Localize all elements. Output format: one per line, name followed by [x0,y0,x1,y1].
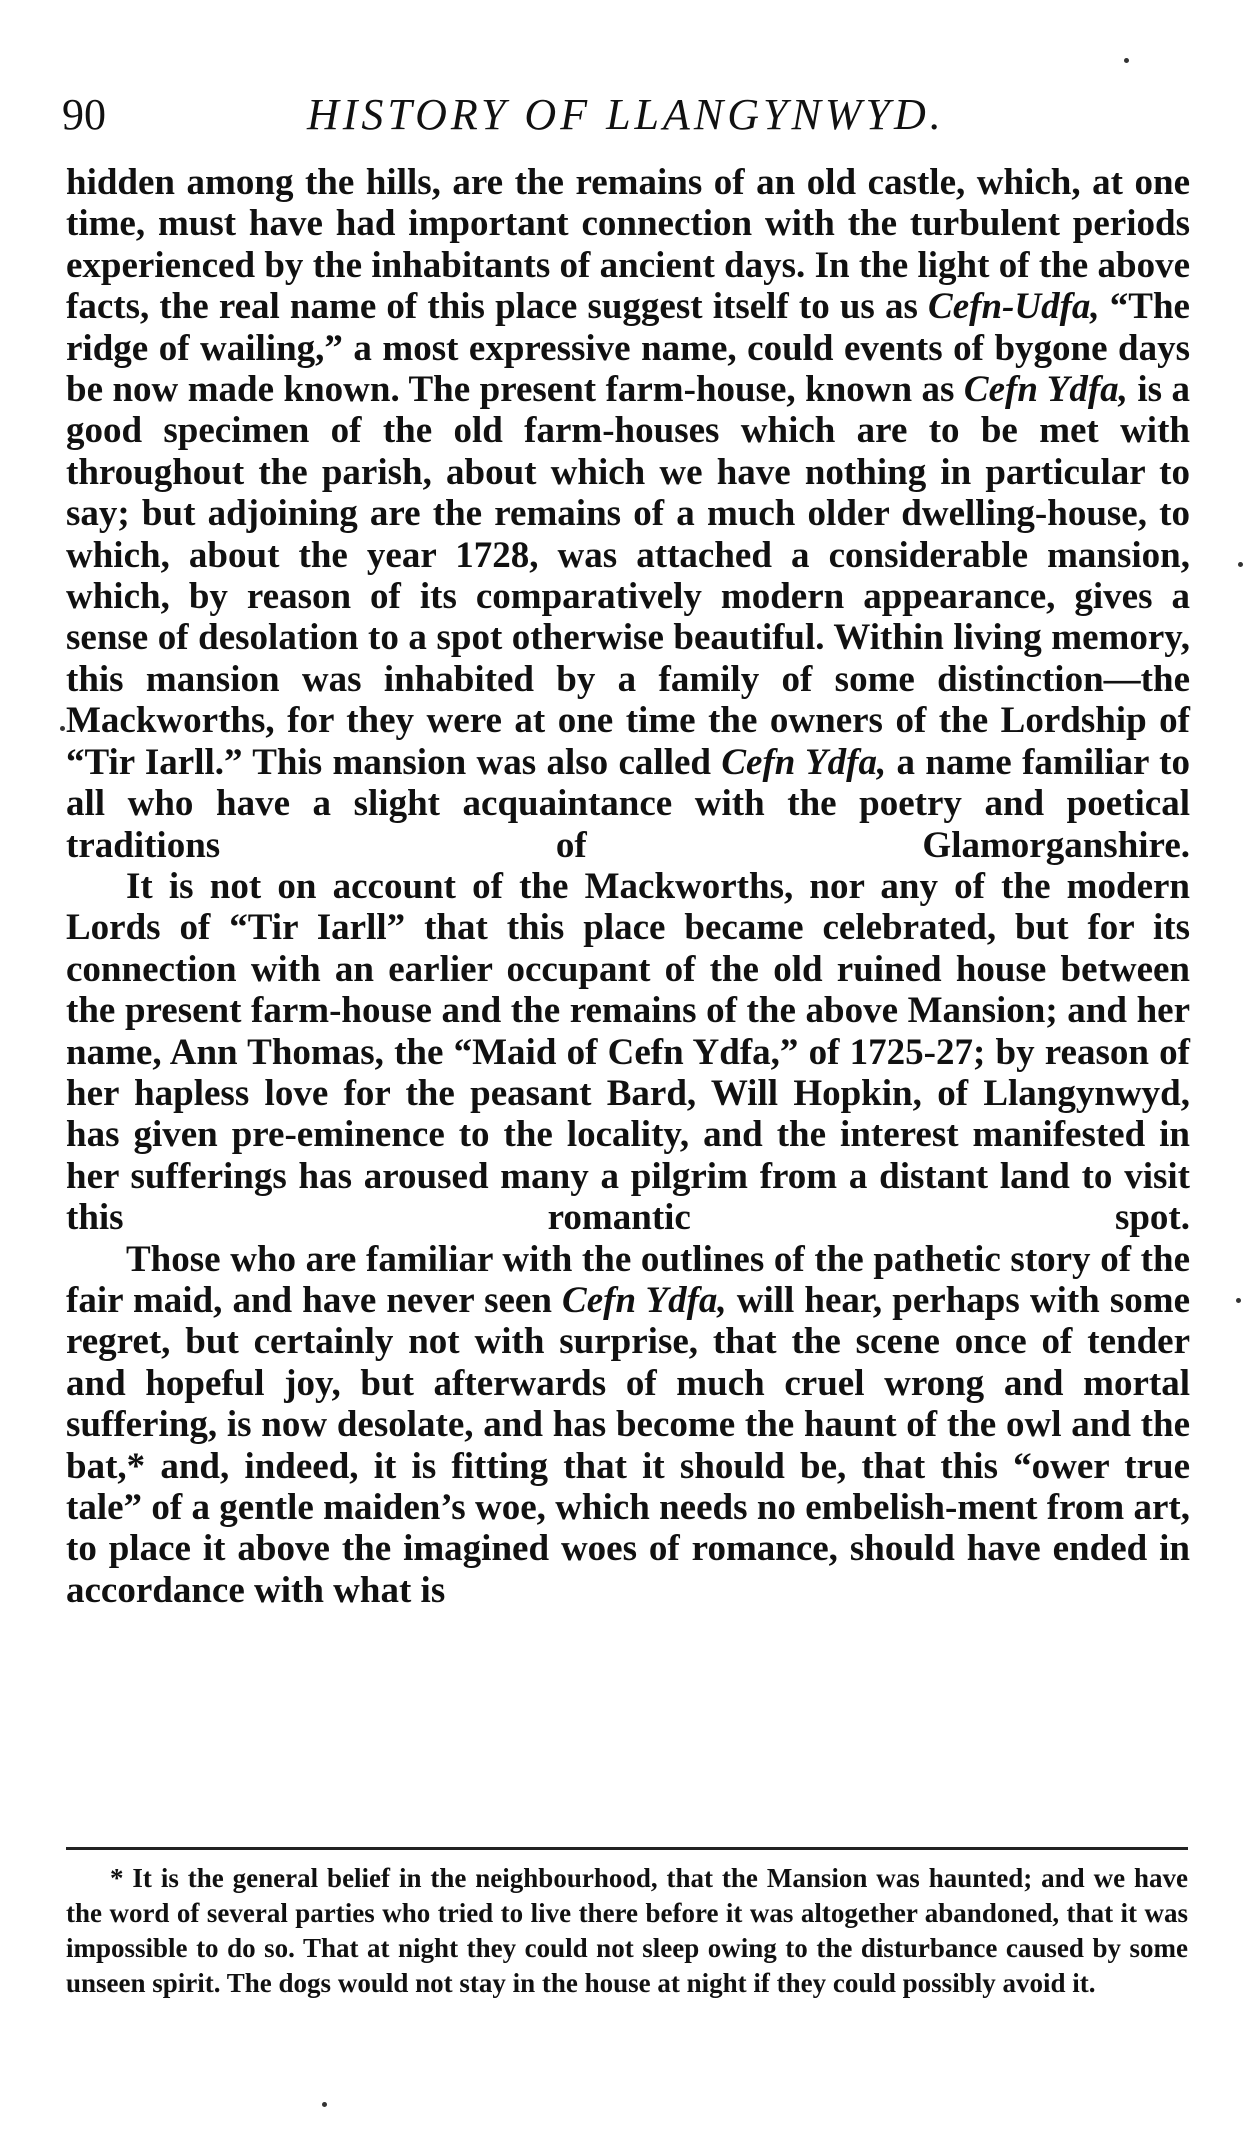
body-text [66,162,1190,1611]
paragraph-2-text: It is not on account of the Mackworths, nor any of the modern Lords of “Tir Iarll” that this place became celebrated, but for its connection with an earlier occupant of the old ruined house between the present farm-house and the remains of the above Mansion; and her name, Ann Thomas, the “Maid of Cefn Ydfa,” of 1725-27; by reason of her hapless love for the peasant Bard, Will Hopkin, of Llangynwyd, has given pre-eminence to the locality, and the interest manifested in her sufferings has aroused many a pilgrim from a distant land to visit this romantic spot. [66,865,1190,1239]
paragraph-3-text-a: Those who are familiar with the outlines of the pathetic story of the fair maid, and have never seen [66,1238,1190,1321]
paragraph-1-text-d: a name familiar to all who have a slight acquaintance with the poetry and poetical traditions of Glamorganshire. [66,741,1190,866]
footnote [66,1861,1188,2001]
footnote-divider [66,1847,1188,1850]
paragraph-1-text-b: “The ridge of wailing,” a most expressive name, could events of bygone days be now made known. The present farm-house, known as [66,286,1190,411]
page-number: 90 [62,90,106,139]
paragraph-2 [66,866,1190,1239]
place-name-cefn-udfa: Cefn-Udfa, [928,286,1100,328]
footnote-marker: * [110,1863,124,1893]
paragraph-3-text-b: will hear, perhaps with some regret, but certainly not with surprise, that the scene once of tender and hopeful joy, but afterwards of much cruel wrong and mortal suffering, is now desolate, and has become the haunt of the owl and the bat,* and, indeed, it is fitting that it should be, that this “ower true tale” of a gentle maiden’s woe, which needs no embelish-ment from art, to place it above the imagined woes of romance, should have ended in accordance with what is [66,1279,1190,1611]
footnote-text: It is the general belief in the neighbourhood, that the Mansion was haunted; and we have the word of several parties who tried to live there before it was altogether abandoned, that it was impossible to do so. That at night they could not sleep owing to the disturbance caused by some unseen spirit. The dogs would not stay in the house at night if they could possibly avoid it. [66,1863,1188,1998]
place-name-cefn-ydfa-mansion: Cefn Ydfa, [721,741,887,783]
place-name-cefn-ydfa-story: Cefn Ydfa, [562,1279,727,1321]
paragraph-1-text-a: hidden among the hills, are the remains of an old castle, which, at one time, must have had important connection with the turbulent periods experienced by the inhabitants of ancient days. In the light of the above facts, the real name of this place suggest itself to us as [66,162,1190,328]
scan-speck [1238,562,1243,567]
paragraph-1-text-c: is a good specimen of the old farm-houses which are to be met with throughout the parish, about which we have nothing in particular to say; but adjoining are the remains of a much older dwelling-house, to which, about the year 1728, was attached a considerable mansion, which, by reason of its comparatively modern appearance, gives a sense of desolation to a spot otherwise beautiful. Within living memory, this mansion was inhabited by a family of some distinction—the Mackworths, for they were at one time the owners of the Lordship of “Tir Iarll.” This mansion was also called [66,369,1190,783]
scan-speck [322,2102,327,2107]
scan-speck [1124,58,1129,63]
running-title: HISTORY OF LLANGYNWYD. [307,90,945,139]
paragraph-1 [66,162,1190,866]
scan-speck [1236,1298,1241,1303]
page-header [62,80,1188,150]
scan-speck [60,726,65,731]
place-name-cefn-ydfa-farmhouse: Cefn Ydfa, [963,369,1128,411]
paragraph-3 [66,1239,1190,1612]
